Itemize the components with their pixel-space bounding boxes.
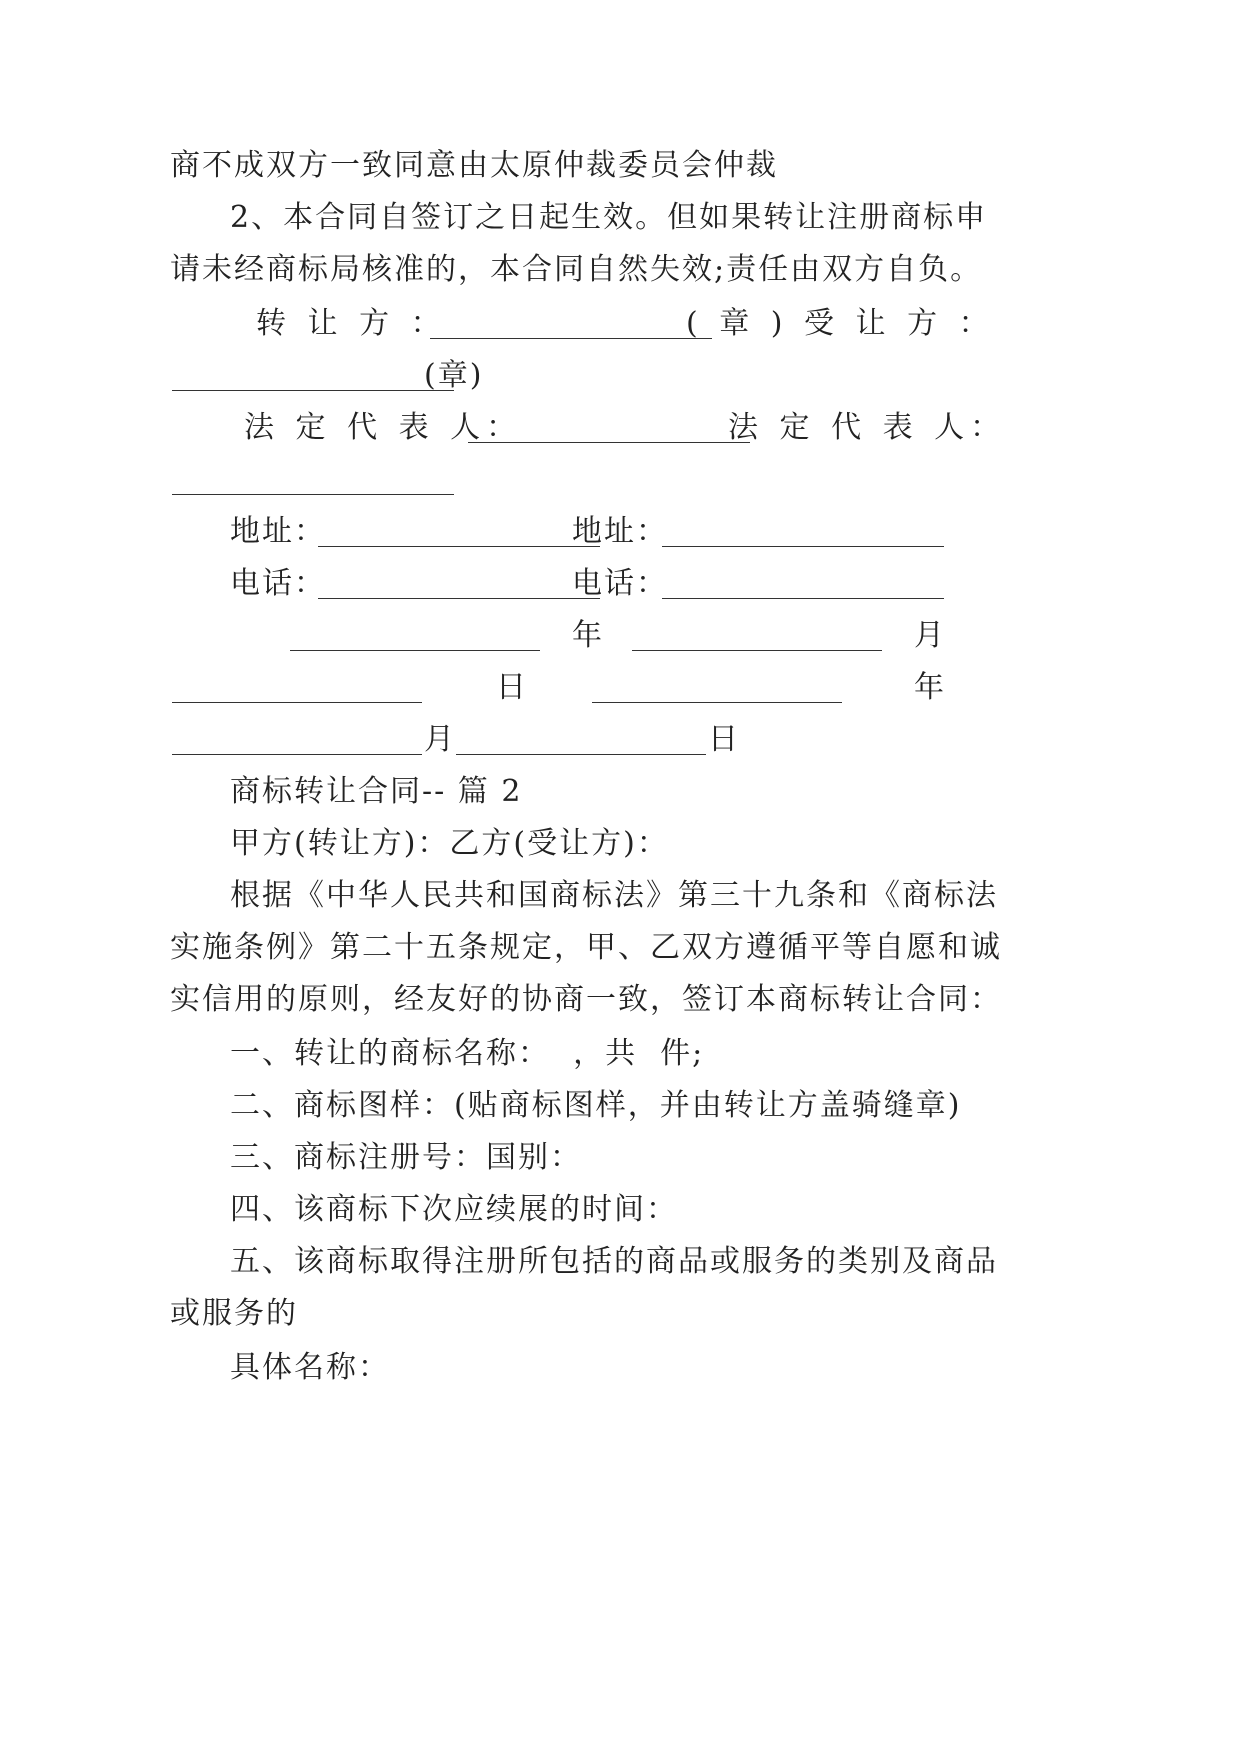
year-label: 年 (572, 618, 604, 653)
date-blank (290, 624, 540, 651)
date-blank (592, 676, 842, 703)
date-blank (456, 728, 706, 755)
month-label: 月 (914, 618, 946, 653)
clause-line: 五、该商标取得注册所包括的商品或服务的类别及商品 (230, 1244, 998, 1279)
paragraph-line: 请未经商标局核准的，本合同自然失效;责任由双方自负。 (170, 252, 983, 287)
legal-rep-label: 法 定 代 表 人： (728, 410, 1007, 445)
parties-line: 甲方(转让方)：乙方(受让方)： (230, 826, 669, 861)
day-label: 日 (708, 722, 740, 757)
clause-line: 具体名称： (230, 1350, 390, 1385)
address-blank (318, 520, 600, 547)
phone-label: 电话： (572, 566, 668, 601)
phone-blank (318, 572, 600, 599)
day-label: 日 (496, 670, 528, 705)
signature-blank (172, 468, 454, 495)
date-blank (172, 676, 422, 703)
address-label: 地址： (572, 514, 668, 549)
seal-transferee-label: ( 章 ) 受 让 方 ： (686, 306, 995, 341)
month-label: 月 (424, 722, 456, 757)
date-blank (172, 728, 422, 755)
seal-label: (章) (424, 358, 484, 393)
paragraph-line: 根据《中华人民共和国商标法》第三十九条和《商标法 (230, 878, 998, 913)
clause-line: 或服务的 (170, 1296, 298, 1331)
section-title: 商标转让合同-- 篇 2 (230, 774, 523, 809)
signature-blank (468, 416, 750, 443)
clause-line: 三、商标注册号：国别： (230, 1140, 582, 1175)
paragraph-line: 商不成双方一致同意由太原仲裁委员会仲裁 (170, 148, 778, 183)
phone-label: 电话： (230, 566, 326, 601)
signature-blank (172, 364, 454, 391)
address-blank (662, 520, 944, 547)
legal-rep-label: 法 定 代 表 人： (244, 410, 523, 445)
address-label: 地址： (230, 514, 326, 549)
phone-blank (662, 572, 944, 599)
paragraph-line: 实信用的原则，经友好的协商一致，签订本商标转让合同： (170, 982, 1002, 1017)
signature-blank (430, 312, 712, 339)
date-blank (632, 624, 882, 651)
clause-line: 二、商标图样：(贴商标图样，并由转让方盖骑缝章) (230, 1088, 962, 1123)
clause-line: 一、转让的商标名称： ，共 件; (230, 1036, 705, 1071)
clause-line: 四、该商标下次应续展的时间： (230, 1192, 678, 1227)
transferor-label: 转 让 方 ： (256, 306, 447, 341)
year-label: 年 (914, 670, 946, 705)
paragraph-line: 2、本合同自签订之日起生效。但如果转让注册商标申 (230, 200, 988, 235)
paragraph-line: 实施条例》第二十五条规定，甲、乙双方遵循平等自愿和诚 (170, 930, 1002, 965)
